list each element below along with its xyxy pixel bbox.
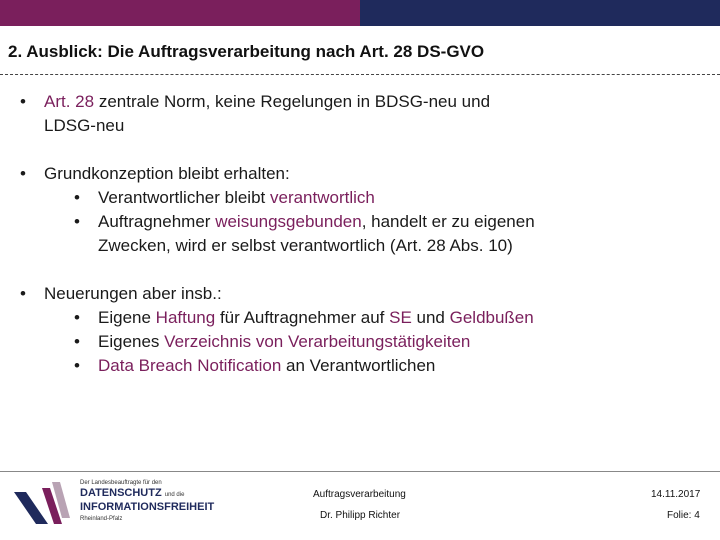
bullet-dot: • — [74, 188, 80, 207]
highlight-text: Verzeichnis von Verarbeitungstätigkeiten — [164, 332, 471, 351]
bullet-item — [20, 282, 700, 306]
logo-text-line3: INFORMATIONSFREIHEIT — [80, 501, 215, 513]
logo-mark-icon — [12, 478, 74, 528]
bullet-text-part: , handelt er zu eigenen — [361, 212, 535, 231]
footer-topic: Auftragsverarbeitung — [313, 489, 406, 500]
bullet-label: Neuerungen aber insb.: — [44, 284, 222, 303]
title-divider — [0, 74, 720, 75]
slide-content — [20, 90, 700, 378]
logo-text-line2 — [80, 487, 184, 499]
footer-author: Dr. Philipp Richter — [320, 510, 401, 521]
logo-text-line1: Der Landesbeauftragte für den — [80, 480, 162, 486]
highlight-text: Haftung — [155, 308, 216, 327]
bullet-text — [98, 330, 470, 354]
sub-bullet-item — [20, 330, 700, 354]
bullet-item — [20, 162, 700, 186]
bullet-text-part: an Verantwortlichen — [281, 356, 436, 375]
bullet-dot: • — [20, 92, 26, 111]
bullet-text-part: Verantwortlicher bleibt — [98, 188, 270, 207]
bullet-text — [98, 306, 534, 330]
bullet-text — [44, 90, 490, 138]
slide-title: 2. Ausblick: Die Auftragsverarbeitung nach Art. 28 DS-GVO — [8, 42, 485, 61]
bullet-text-part: Eigenes — [98, 332, 165, 351]
footer-divider — [0, 471, 720, 472]
sub-bullet-item — [20, 210, 700, 258]
sub-bullet-item — [20, 186, 700, 210]
bullet-text-part: Zwecken, wird er selbst verantwortlich (Art. 28 Abs. 10) — [98, 236, 513, 255]
logo-text-line4: Rheinland-Pfalz — [80, 516, 123, 522]
logo-datenschutz: DATENSCHUTZ — [80, 487, 162, 499]
bullet-label: Grundkonzeption bleibt erhalten: — [44, 164, 290, 183]
highlight-text: verantwortlich — [269, 188, 375, 207]
sub-bullet-item — [20, 354, 700, 378]
bullet-text — [98, 210, 535, 258]
header-bar-purple — [0, 0, 360, 26]
bullet-dot: • — [20, 284, 26, 303]
bullet-item — [20, 90, 700, 138]
bullet-dot: • — [74, 332, 80, 351]
bullet-dot: • — [74, 212, 80, 231]
bullet-text — [98, 354, 435, 378]
bullet-text-part: für Auftragnehmer auf — [215, 308, 390, 327]
sub-bullet-item — [20, 306, 700, 330]
highlight-text: Data Breach Notification — [98, 356, 282, 375]
header-bar-navy — [360, 0, 720, 26]
logo-und-die: und die — [164, 492, 185, 498]
footer-date: 14.11.2017 — [651, 489, 701, 500]
bullet-text-part: zentrale Norm, keine Regelungen in BDSG-neu und — [94, 92, 491, 111]
institution-logo — [12, 478, 232, 528]
highlight-text: Geldbußen — [449, 308, 534, 327]
bullet-dot: • — [74, 356, 80, 375]
bullet-text-part: Auftragnehmer — [98, 212, 216, 231]
highlight-text: SE — [389, 308, 412, 327]
highlight-text: Art. 28 — [44, 92, 95, 111]
bullet-text — [98, 186, 375, 210]
highlight-text: weisungsgebunden — [215, 212, 362, 231]
bullet-text-part: und — [411, 308, 450, 327]
bullet-dot: • — [74, 308, 80, 327]
footer-slide-number: Folie: 4 — [667, 510, 700, 521]
bullet-text-part: LDSG-neu — [44, 116, 125, 135]
bullet-dot: • — [20, 164, 26, 183]
bullet-text-part: Eigene — [98, 308, 156, 327]
